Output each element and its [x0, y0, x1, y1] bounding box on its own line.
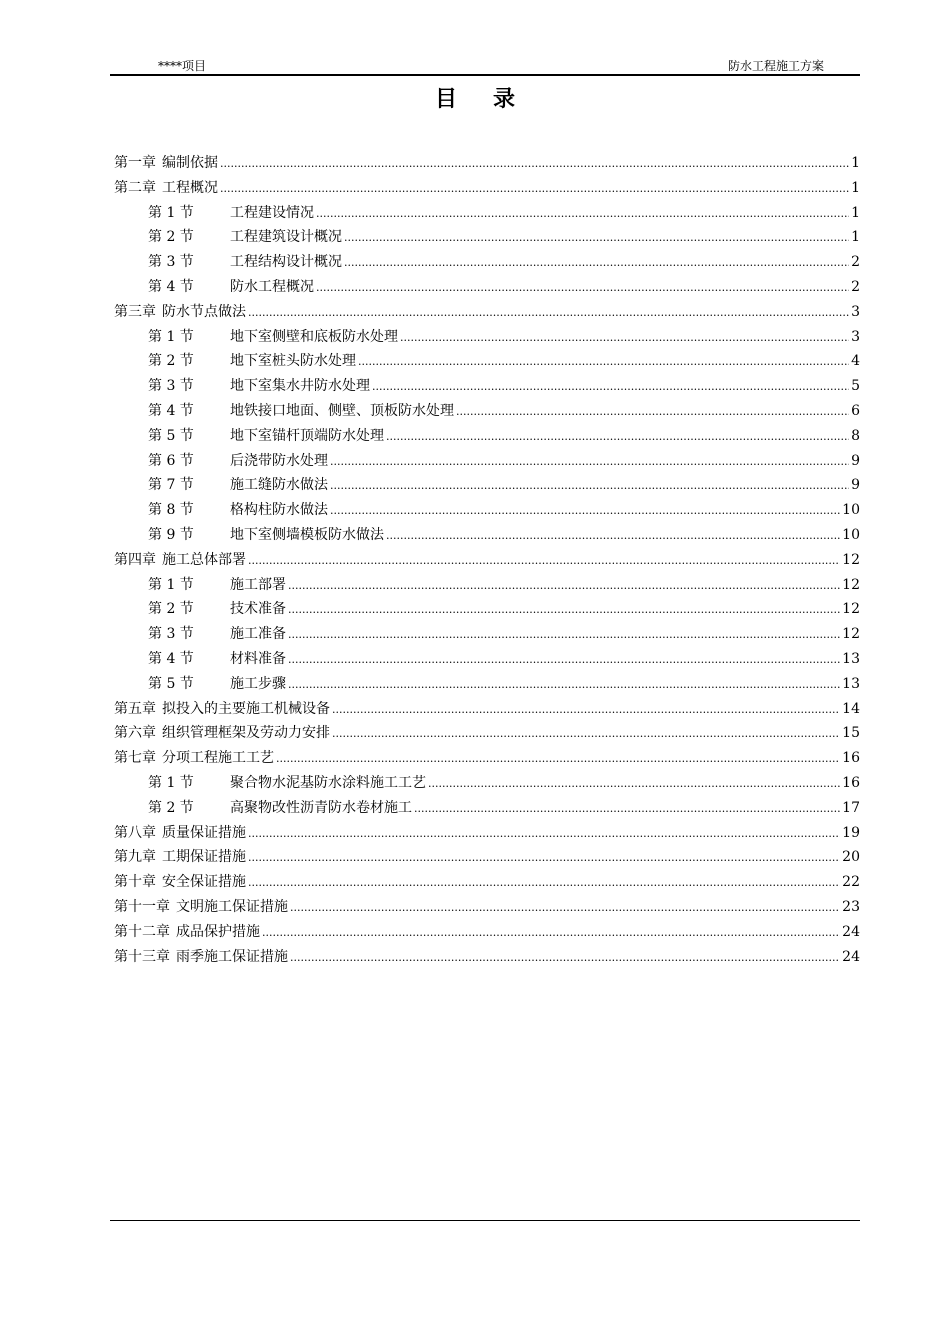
toc-entry-number: 第 1 节 [148, 576, 194, 593]
toc-entry-title: 防水工程概况 [230, 278, 314, 295]
toc-entry-title: 聚合物水泥基防水涂料施工工艺 [230, 774, 426, 791]
toc-page-number: 9 [851, 452, 860, 469]
toc-chapter-entry[interactable] [114, 871, 860, 896]
toc-entry-title: 地下室桩头防水处理 [230, 353, 356, 370]
toc-entry-number: 第 4 节 [148, 278, 194, 295]
toc-entry-number: 第 4 节 [148, 650, 194, 667]
header-project-name: ****项目 [158, 59, 207, 73]
toc-chapter-entry[interactable] [114, 896, 860, 921]
toc-page-number: 2 [851, 254, 860, 271]
toc-chapter-entry[interactable] [114, 177, 860, 202]
toc-section-entry[interactable] [114, 673, 860, 698]
toc-chapter-entry[interactable] [114, 822, 860, 847]
toc-section-entry[interactable] [114, 623, 860, 648]
toc-section-entry[interactable] [114, 797, 860, 822]
toc-entry-number: 第 4 节 [148, 402, 194, 419]
toc-entry-number: 第 6 节 [148, 452, 194, 469]
toc-dot-leader [248, 851, 840, 864]
toc-section-entry[interactable] [114, 400, 860, 425]
toc-dot-leader [220, 182, 849, 195]
toc-entry-number: 第 1 节 [148, 328, 194, 345]
toc-dot-leader [330, 455, 849, 468]
footer-rule [110, 1220, 860, 1221]
toc-dot-leader [414, 802, 840, 815]
toc-entry-number: 第五章 [114, 700, 156, 717]
toc-section-entry[interactable] [114, 326, 860, 351]
toc-entry-number: 第 2 节 [148, 229, 194, 246]
toc-dot-leader [344, 256, 849, 269]
toc-page-number: 22 [842, 874, 860, 891]
toc-entry-title: 施工步骤 [230, 675, 286, 692]
toc-entry-title: 拟投入的主要施工机械设备 [162, 700, 330, 717]
toc-entry-number: 第八章 [114, 824, 156, 841]
toc-entry-number: 第七章 [114, 750, 156, 767]
toc-chapter-entry[interactable] [114, 698, 860, 723]
toc-entry-title: 防水节点做法 [162, 303, 246, 320]
toc-entry-title: 工程概况 [162, 179, 218, 196]
toc-entry-number: 第 7 节 [148, 477, 194, 494]
toc-entry-title: 施工总体部署 [162, 551, 246, 568]
toc-section-entry[interactable] [114, 450, 860, 475]
toc-dot-leader [428, 777, 840, 790]
toc-entry-number: 第 5 节 [148, 427, 194, 444]
toc-dot-leader [288, 579, 840, 592]
toc-entry-title: 高聚物改性沥青防水卷材施工 [230, 799, 412, 816]
toc-dot-leader [456, 405, 849, 418]
toc-dot-leader [262, 926, 840, 939]
toc-entry-number: 第 2 节 [148, 799, 194, 816]
toc-section-entry[interactable] [114, 276, 860, 301]
toc-page-number: 13 [842, 650, 860, 667]
toc-chapter-entry[interactable] [114, 722, 860, 747]
toc-entry-title: 雨季施工保证措施 [176, 948, 288, 965]
toc-page-number: 13 [842, 675, 860, 692]
toc-entry-number: 第 8 节 [148, 502, 194, 519]
toc-entry-title: 格构柱防水做法 [230, 502, 328, 519]
toc-section-entry[interactable] [114, 425, 860, 450]
toc-dot-leader [344, 231, 849, 244]
toc-page-number: 14 [842, 700, 860, 717]
toc-chapter-entry[interactable] [114, 301, 860, 326]
toc-dot-leader [330, 504, 840, 517]
toc-page-number: 9 [851, 477, 860, 494]
toc-title: 目录 [434, 87, 551, 112]
toc-dot-leader [386, 430, 849, 443]
toc-dot-leader [330, 479, 849, 492]
toc-entry-title: 施工准备 [230, 626, 286, 643]
toc-section-entry[interactable] [114, 350, 860, 375]
toc-dot-leader [316, 281, 849, 294]
toc-entry-title: 质量保证措施 [162, 824, 246, 841]
toc-entry-number: 第 3 节 [148, 626, 194, 643]
toc-page-number: 1 [851, 229, 860, 246]
toc-dot-leader [248, 554, 840, 567]
toc-page-number: 24 [842, 948, 860, 965]
toc-entry-title: 技术准备 [230, 601, 286, 618]
toc-entry-number: 第 3 节 [148, 378, 194, 395]
toc-section-entry[interactable] [114, 772, 860, 797]
toc-entry-title: 地下室侧墙模板防水做法 [230, 526, 384, 543]
toc-dot-leader [290, 901, 840, 914]
toc-section-entry[interactable] [114, 202, 860, 227]
toc-entry-number: 第三章 [114, 303, 156, 320]
toc-chapter-entry[interactable] [114, 549, 860, 574]
toc-entry-number: 第十一章 [114, 898, 170, 915]
toc-page-number: 2 [851, 278, 860, 295]
toc-chapter-entry[interactable] [114, 921, 860, 946]
toc-entry-title: 材料准备 [230, 650, 286, 667]
toc-entry-title: 文明施工保证措施 [176, 898, 288, 915]
toc-page-number: 16 [842, 774, 860, 791]
toc-dot-leader [358, 355, 849, 368]
toc-page-number: 15 [842, 725, 860, 742]
toc-page-number: 1 [851, 179, 860, 196]
toc-dot-leader [288, 628, 840, 641]
toc-page-number: 19 [842, 824, 860, 841]
toc-page-number: 17 [842, 799, 860, 816]
toc-page-number: 12 [842, 551, 860, 568]
toc-page-number: 3 [851, 328, 860, 345]
toc-dot-leader [248, 876, 840, 889]
header-document-title: 防水工程施工方案 [727, 59, 824, 73]
toc-entry-number: 第二章 [114, 179, 156, 196]
toc-page-number: 1 [851, 155, 860, 171]
toc-section-entry[interactable] [114, 499, 860, 524]
toc-page-number: 24 [842, 923, 860, 940]
toc-entry-title: 地下室侧壁和底板防水处理 [230, 328, 398, 345]
toc-entry-title: 编制依据 [162, 155, 218, 171]
toc-dot-leader [220, 157, 849, 170]
toc-entry-number: 第六章 [114, 725, 156, 742]
toc-section-entry[interactable] [114, 226, 860, 251]
toc-section-entry[interactable] [114, 648, 860, 673]
toc-chapter-entry[interactable] [114, 946, 860, 971]
toc-page-number: 1 [851, 204, 860, 221]
toc-page-number: 12 [842, 626, 860, 643]
toc-section-entry[interactable] [114, 375, 860, 400]
toc-chapter-entry[interactable] [114, 747, 860, 772]
toc-entry-number: 第 1 节 [148, 774, 194, 791]
toc-page-number: 10 [842, 526, 860, 543]
toc-page-number: 5 [851, 378, 860, 395]
toc-entry-number: 第十三章 [114, 948, 170, 965]
toc-dot-leader [248, 827, 840, 840]
toc-entry-title: 工期保证措施 [162, 849, 246, 866]
toc-entry-title: 工程结构设计概况 [230, 254, 342, 271]
toc-page-number: 10 [842, 502, 860, 519]
toc-entry-number: 第十二章 [114, 923, 170, 940]
toc-dot-leader [248, 306, 849, 319]
toc-chapter-entry[interactable] [114, 846, 860, 871]
toc-page-number: 23 [842, 898, 860, 915]
toc-page-number: 4 [851, 353, 860, 370]
toc-section-entry[interactable] [114, 251, 860, 276]
toc-entry-title: 地下室锚杆顶端防水处理 [230, 427, 384, 444]
toc-page-number: 8 [851, 427, 860, 444]
toc-page-number: 12 [842, 576, 860, 593]
toc-entry-number: 第 2 节 [148, 601, 194, 618]
toc-entry-number: 第一章 [114, 155, 156, 171]
toc-entry-number: 第 3 节 [148, 254, 194, 271]
toc-entry-title: 分项工程施工工艺 [162, 750, 274, 767]
toc-dot-leader [316, 207, 849, 220]
toc-entry-title: 施工部署 [230, 576, 286, 593]
toc-dot-leader [276, 752, 840, 765]
toc-entry-number: 第十章 [114, 874, 156, 891]
toc-entry-number: 第九章 [114, 849, 156, 866]
toc-entry-number: 第 1 节 [148, 204, 194, 221]
toc-dot-leader [332, 727, 840, 740]
toc-section-entry[interactable] [114, 598, 860, 623]
toc-entry-title: 地铁接口地面、侧壁、顶板防水处理 [230, 402, 454, 419]
page-header [110, 56, 860, 76]
toc-entry-number: 第 2 节 [148, 353, 194, 370]
toc-page-number: 3 [851, 303, 860, 320]
toc-entry-title: 成品保护措施 [176, 923, 260, 940]
toc-dot-leader [372, 380, 849, 393]
toc-dot-leader [400, 331, 849, 344]
toc-page-number: 16 [842, 750, 860, 767]
toc-entry-title: 工程建设情况 [230, 204, 314, 221]
toc-entry-title: 工程建筑设计概况 [230, 229, 342, 246]
toc-entry-title: 安全保证措施 [162, 874, 246, 891]
toc-dot-leader [386, 529, 840, 542]
toc-dot-leader [288, 653, 840, 666]
toc-dot-leader [288, 678, 840, 691]
toc-section-entry[interactable] [114, 524, 860, 549]
toc-entry-title: 组织管理框架及劳动力安排 [162, 725, 330, 742]
toc-entry-number: 第四章 [114, 551, 156, 568]
toc-entry-number: 第 5 节 [148, 675, 194, 692]
toc-page-number: 6 [851, 402, 860, 419]
toc-dot-leader [332, 703, 840, 716]
toc-section-entry[interactable] [114, 474, 860, 499]
toc-chapter-entry[interactable] [114, 152, 860, 177]
toc-entry-title: 施工缝防水做法 [230, 477, 328, 494]
toc-dot-leader [290, 951, 840, 964]
toc-entry-title: 后浇带防水处理 [230, 452, 328, 469]
toc-dot-leader [288, 603, 840, 616]
toc-section-entry[interactable] [114, 574, 860, 599]
toc-page-number: 12 [842, 601, 860, 618]
toc-entry-number: 第 9 节 [148, 526, 194, 543]
toc-entry-title: 地下室集水井防水处理 [230, 378, 370, 395]
table-of-contents [114, 152, 860, 970]
toc-page-number: 20 [842, 849, 860, 866]
